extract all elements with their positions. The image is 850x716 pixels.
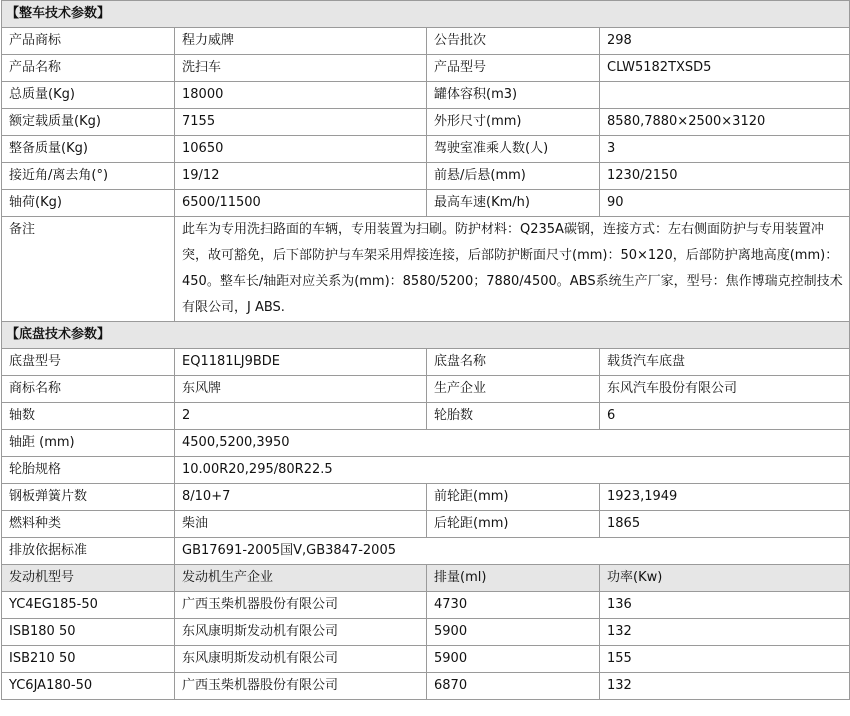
field-label: 燃料种类 xyxy=(2,511,175,538)
field-value: 6 xyxy=(600,403,850,430)
field-value: 7155 xyxy=(175,109,427,136)
notes-text: 此车为专用洗扫路面的车辆，专用装置为扫刷。防护材料：Q235A碳钢，连接方式：左右侧面防护与专用装置冲突，故可豁免，后下部防护与车架采用焊接连接，后部防护断面尺寸(mm)：50×120，后部防护离地高度(mm)：450。整车长/轴距对应关系为(mm)：8580/5200；7880/4500。ABS系统生产厂家，型号：焦作博瑞克控制技术有限公司，J ABS. xyxy=(175,217,850,322)
chassis-section-header xyxy=(2,322,850,349)
field-label: 轮胎规格 xyxy=(2,457,175,484)
field-value: 8580,7880×2500×3120 xyxy=(600,109,850,136)
column-header: 排量(ml) xyxy=(427,565,600,592)
field-value: 载货汽车底盘 xyxy=(600,349,850,376)
table-row xyxy=(2,403,850,430)
field-value: 1865 xyxy=(600,511,850,538)
notes-label: 备注 xyxy=(2,217,175,322)
engine-model: YC6JA180-50 xyxy=(2,673,175,700)
engine-row xyxy=(2,673,850,700)
field-label: 前轮距(mm) xyxy=(427,484,600,511)
field-label: 产品型号 xyxy=(427,55,600,82)
engine-maker: 东风康明斯发动机有限公司 xyxy=(175,619,427,646)
vehicle-section-title: 【整车技术参数】 xyxy=(2,1,850,28)
engine-displacement: 5900 xyxy=(427,619,600,646)
field-value: 柴油 xyxy=(175,511,427,538)
field-label: 外形尺寸(mm) xyxy=(427,109,600,136)
engine-power: 136 xyxy=(600,592,850,619)
table-row xyxy=(2,376,850,403)
engine-model: ISB210 50 xyxy=(2,646,175,673)
field-label: 额定载质量(Kg) xyxy=(2,109,175,136)
field-value xyxy=(600,82,850,109)
field-label: 产品商标 xyxy=(2,28,175,55)
table-row xyxy=(2,430,850,457)
engine-row xyxy=(2,592,850,619)
field-label: 商标名称 xyxy=(2,376,175,403)
table-row xyxy=(2,28,850,55)
field-label: 产品名称 xyxy=(2,55,175,82)
engine-header-row xyxy=(2,565,850,592)
field-label: 生产企业 xyxy=(427,376,600,403)
field-label: 后轮距(mm) xyxy=(427,511,600,538)
field-value: 洗扫车 xyxy=(175,55,427,82)
field-label: 底盘名称 xyxy=(427,349,600,376)
field-label: 底盘型号 xyxy=(2,349,175,376)
field-label: 轮胎数 xyxy=(427,403,600,430)
table-row xyxy=(2,457,850,484)
field-value: 3 xyxy=(600,136,850,163)
field-value: 298 xyxy=(600,28,850,55)
table-row xyxy=(2,349,850,376)
engine-row xyxy=(2,619,850,646)
field-value: GB17691-2005国Ⅴ,GB3847-2005 xyxy=(175,538,850,565)
field-value: 1923,1949 xyxy=(600,484,850,511)
field-value: 东风牌 xyxy=(175,376,427,403)
field-value: CLW5182TXSD5 xyxy=(600,55,850,82)
table-row xyxy=(2,163,850,190)
table-row xyxy=(2,538,850,565)
engine-displacement: 5900 xyxy=(427,646,600,673)
vehicle-section-header xyxy=(2,1,850,28)
field-value: 1230/2150 xyxy=(600,163,850,190)
field-value: 2 xyxy=(175,403,427,430)
column-header: 发动机型号 xyxy=(2,565,175,592)
field-value: 程力威牌 xyxy=(175,28,427,55)
field-value: EQ1181LJ9BDE xyxy=(175,349,427,376)
field-label: 轴荷(Kg) xyxy=(2,190,175,217)
field-value: 10650 xyxy=(175,136,427,163)
engine-row xyxy=(2,646,850,673)
notes-row xyxy=(2,217,850,322)
engine-model: YC4EG185-50 xyxy=(2,592,175,619)
field-value: 10.00R20,295/80R22.5 xyxy=(175,457,850,484)
spec-table xyxy=(1,0,850,700)
field-label: 总质量(Kg) xyxy=(2,82,175,109)
chassis-section-title: 【底盘技术参数】 xyxy=(2,322,850,349)
table-row xyxy=(2,484,850,511)
engine-maker: 广西玉柴机器股份有限公司 xyxy=(175,673,427,700)
column-header: 发动机生产企业 xyxy=(175,565,427,592)
table-row xyxy=(2,55,850,82)
engine-displacement: 6870 xyxy=(427,673,600,700)
table-row xyxy=(2,109,850,136)
table-row xyxy=(2,511,850,538)
field-value: 6500/11500 xyxy=(175,190,427,217)
field-label: 接近角/离去角(°) xyxy=(2,163,175,190)
field-value: 东风汽车股份有限公司 xyxy=(600,376,850,403)
table-row xyxy=(2,82,850,109)
field-label: 罐体容积(m3) xyxy=(427,82,600,109)
field-value: 18000 xyxy=(175,82,427,109)
field-label: 公告批次 xyxy=(427,28,600,55)
engine-displacement: 4730 xyxy=(427,592,600,619)
field-label: 前悬/后悬(mm) xyxy=(427,163,600,190)
engine-power: 132 xyxy=(600,673,850,700)
field-label: 最高车速(Km/h) xyxy=(427,190,600,217)
table-row xyxy=(2,136,850,163)
field-label: 整备质量(Kg) xyxy=(2,136,175,163)
field-value: 19/12 xyxy=(175,163,427,190)
field-value: 90 xyxy=(600,190,850,217)
engine-power: 155 xyxy=(600,646,850,673)
engine-model: ISB180 50 xyxy=(2,619,175,646)
field-value: 8/10+7 xyxy=(175,484,427,511)
field-label: 驾驶室准乘人数(人) xyxy=(427,136,600,163)
field-label: 轴数 xyxy=(2,403,175,430)
engine-power: 132 xyxy=(600,619,850,646)
field-label: 钢板弹簧片数 xyxy=(2,484,175,511)
table-row xyxy=(2,190,850,217)
field-label: 排放依据标准 xyxy=(2,538,175,565)
column-header: 功率(Kw) xyxy=(600,565,850,592)
field-value: 4500,5200,3950 xyxy=(175,430,850,457)
engine-maker: 东风康明斯发动机有限公司 xyxy=(175,646,427,673)
field-label: 轴距 (mm) xyxy=(2,430,175,457)
engine-maker: 广西玉柴机器股份有限公司 xyxy=(175,592,427,619)
